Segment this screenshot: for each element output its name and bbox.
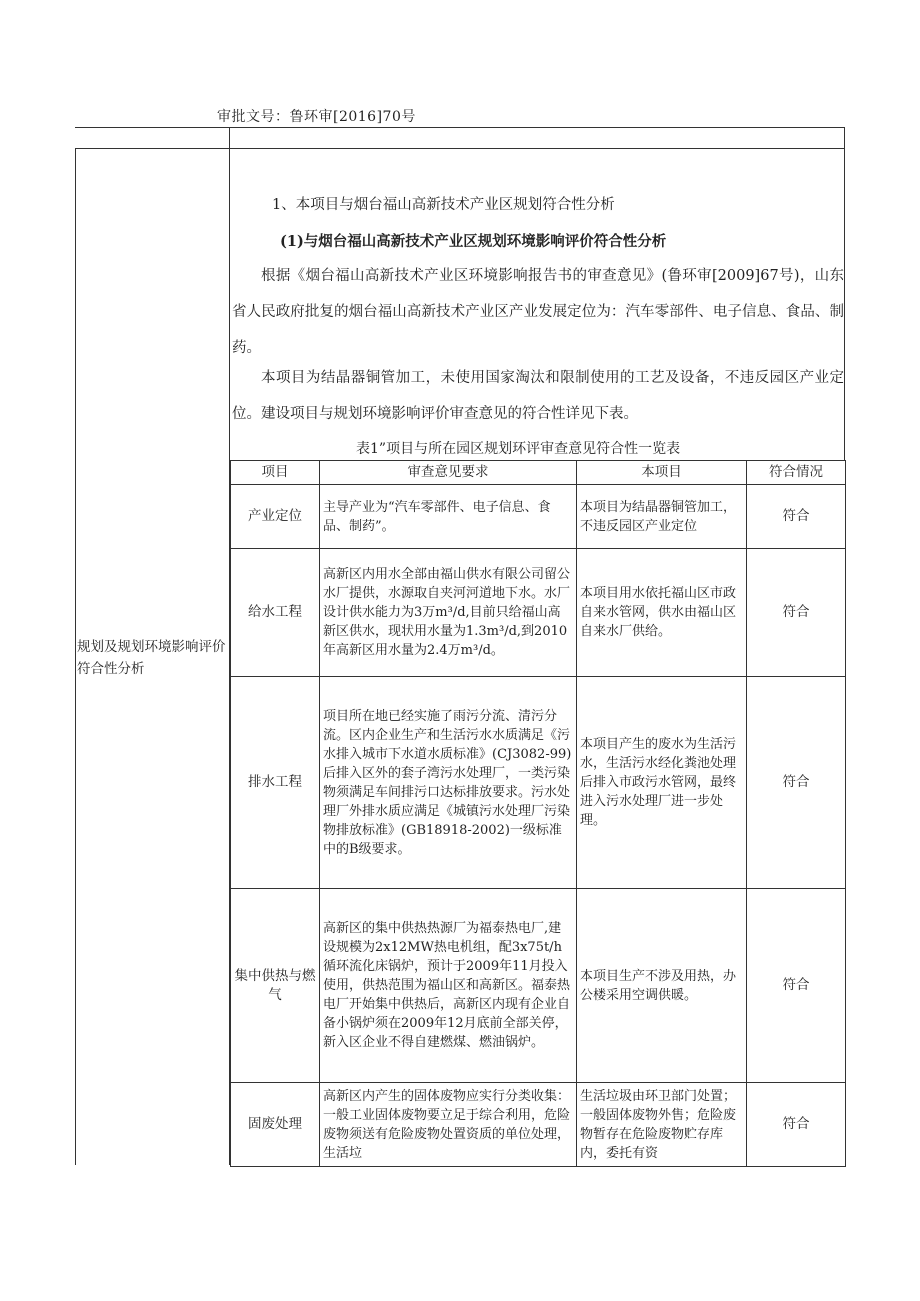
cell-project: 本项目用水依托福山区市政自来水管网，供水由福山区自来水厂供给。 bbox=[577, 549, 747, 677]
section-heading: 1、本项目与烟台福山高新技术产业区规划符合性分析 bbox=[272, 197, 615, 213]
cell-result: 符合 bbox=[747, 485, 846, 549]
cell-result: 符合 bbox=[747, 677, 846, 889]
cell-project: 本项目生产不涉及用热，办公楼采用空调供暖。 bbox=[577, 889, 747, 1083]
table-header-row bbox=[231, 461, 846, 485]
cell-project: 生活垃圾由环卫部门处置；一般固体废物外售；危险废物暂存在危险废物贮存库内，委托有资 bbox=[577, 1083, 747, 1167]
cell-result: 符合 bbox=[747, 549, 846, 677]
frame-top-border bbox=[75, 127, 845, 128]
header-item: 项目 bbox=[231, 461, 320, 485]
table-row bbox=[231, 889, 846, 1083]
cell-item: 集中供热与燃气 bbox=[231, 889, 320, 1083]
table-row bbox=[231, 485, 846, 549]
cell-requirement: 主导产业为“汽车零部件、电子信息、食品、制药”。 bbox=[320, 485, 577, 549]
subsection-heading: (1)与烟台福山高新技术产业区规划环境影响评价符合性分析 bbox=[280, 233, 667, 250]
header-result: 符合情况 bbox=[747, 461, 846, 485]
cell-item: 排水工程 bbox=[231, 677, 320, 889]
cell-result: 符合 bbox=[747, 889, 846, 1083]
frame-header-divider bbox=[75, 148, 845, 149]
header-requirement: 审查意见要求 bbox=[320, 461, 577, 485]
cell-requirement: 高新区的集中供热热源厂为福泰热电厂,建设规模为2x12MW热电机组，配3x75t/h循环流化床锅炉，预计于2009年11月投入使用，供热范围为福山区和高新区。福泰热电厂开始集中供热后，高新区内现有企业自备小锅炉须在2009年12月底前全部关停，新入区企业不得自建燃煤、燃油锅炉。 bbox=[320, 889, 577, 1083]
table-row bbox=[231, 677, 846, 889]
header-project: 本项目 bbox=[577, 461, 747, 485]
cell-requirement: 高新区内产生的固体废物应实行分类收集：一般工业固体废物要立足于综合利用，危险废物须送有危险废物处置资质的单位处理，生活垃 bbox=[320, 1083, 577, 1167]
cell-item: 固废处理 bbox=[231, 1083, 320, 1167]
section-label: 规划及规划环境影响评价符合性分析 bbox=[77, 639, 226, 677]
cell-requirement: 高新区内用水全部由福山供水有限公司留公水厂提供，水源取自夹河河道地下水。水厂设计供水能力为3万m³/d,目前只给福山高新区供水，现状用水量为1.3m³/d,到2010年高新区用水量为2.4万m³/d。 bbox=[320, 549, 577, 677]
cell-item: 产业定位 bbox=[231, 485, 320, 549]
frame-left-border bbox=[75, 148, 76, 1165]
compliance-table bbox=[230, 460, 846, 1167]
frame-right-border bbox=[844, 127, 845, 460]
paragraph-basis: 根据《烟台福山高新技术产业区环境影响报告书的审查意见》(鲁环审[2009]67号)，山东省人民政府批复的烟台福山高新技术产业区产业发展定位为：汽车零部件、电子信息、食品、制药。 bbox=[232, 268, 844, 356]
table-title: 表1”项目与所在园区规划环评审查意见符合性一览表 bbox=[356, 441, 681, 457]
paragraph-conclusion: 本项目为结晶器铜管加工，未使用国家淘汰和限制使用的工艺及设备，不违反园区产业定位。建设项目与规划环境影响评价审查意见的符合性详见下表。 bbox=[232, 370, 844, 422]
table-row bbox=[231, 549, 846, 677]
table-row bbox=[231, 1083, 846, 1167]
cell-project: 本项目为结晶器铜管加工，不违反园区产业定位 bbox=[577, 485, 747, 549]
cell-item: 给水工程 bbox=[231, 549, 320, 677]
approval-number: 审批文号：鲁环审[2016]70号 bbox=[217, 109, 416, 125]
cell-project: 本项目产生的废水为生活污水，生活污水经化粪池处理后排入市政污水管网，最终进入污水处理厂进一步处理。 bbox=[577, 677, 747, 889]
cell-requirement: 项目所在地已经实施了雨污分流、清污分流。区内企业生产和生活污水水质满足《污水排入城市下水道水质标准》(CJ3082-99)后排入区外的套子湾污水处理厂，一类污染物须满足车间排污口达标排放要求。污水处理厂外排水质应满足《城镇污水处理厂污染物排放标准》(GB18918-2002)一级标准中的B级要求。 bbox=[320, 677, 577, 889]
cell-result: 符合 bbox=[747, 1083, 846, 1167]
